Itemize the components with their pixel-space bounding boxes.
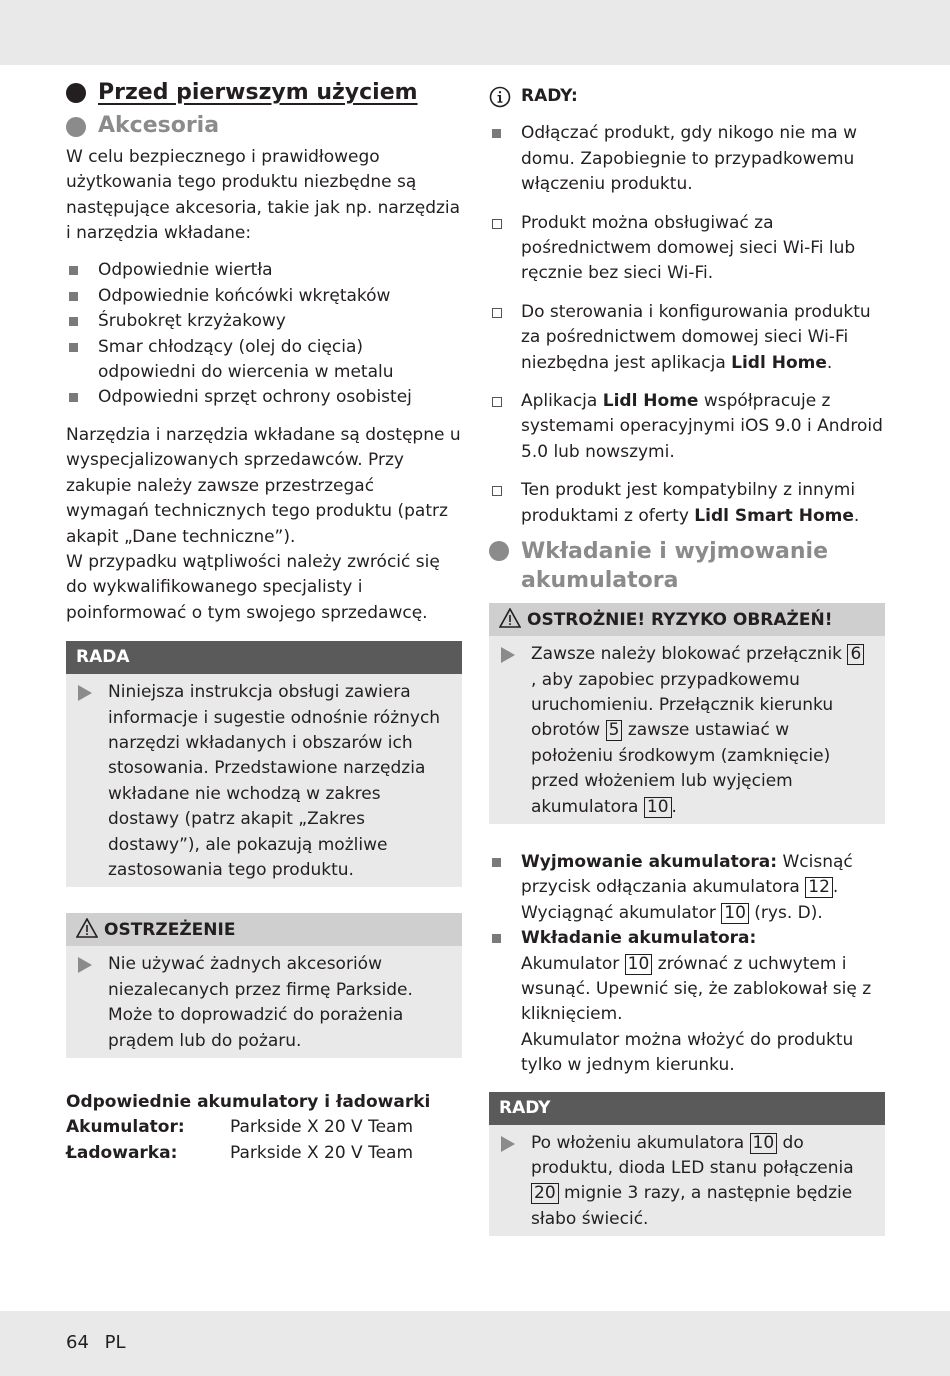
tip-item: Po włożeniu akumulatora 10 do produktu, dioda LED stanu połączenia 20 mignie 3 razy, a następnie będzie słabo świecić.	[499, 1131, 865, 1233]
arrow-right-icon	[78, 957, 92, 973]
warning-box-title: OSTRZEŻENIE	[66, 913, 462, 946]
info-icon	[489, 86, 511, 108]
intro-paragraph: W celu bezpiecznego i prawidłowego użytkowania tego produktu niezbędne są następujące akcesoria, takie jak np. narzędzia i narzędzia wkładane:	[66, 146, 461, 244]
square-bullet-icon	[492, 934, 501, 943]
reference-number: 10	[644, 797, 672, 818]
square-bullet-icon	[492, 129, 501, 138]
subsection-heading	[489, 537, 885, 595]
specs-table	[66, 1115, 413, 1166]
list-item: Śrubokręt krzyżakowy	[66, 309, 462, 334]
tips-heading: RADY:	[489, 84, 885, 109]
paragraph: W przypadku wątpliwości należy zwrócić się do wykwalifikowanego specjalisty i poinformować o tym swojego sprzedawcę.	[66, 551, 440, 623]
bullet-dot-icon	[66, 83, 86, 103]
subheading-text: Akcesoria	[98, 113, 220, 139]
warning-item: Nie używać żadnych akcesoriów niezalecanych przez firmę Parkside. Może to doprowadzić do porażenia prądem lub do pożaru.	[76, 952, 442, 1054]
footer-band	[0, 1311, 950, 1376]
square-bullet-icon	[69, 343, 78, 352]
checkbox-square-icon	[492, 486, 502, 496]
specs-title: Odpowiednie akumulatory i ładowarki	[66, 1092, 431, 1112]
square-bullet-icon	[69, 393, 78, 402]
arrow-right-icon	[78, 685, 92, 701]
square-bullet-icon	[69, 266, 78, 275]
reference-number: 6	[847, 644, 864, 665]
square-bullet-icon	[69, 317, 78, 326]
tips-list	[489, 121, 885, 197]
subheading-text: Wkładanie i wyjmowanie akumulatora	[521, 539, 829, 594]
warning-triangle-icon	[76, 918, 98, 938]
section-heading	[66, 80, 462, 105]
list-item: Produkt można obsługiwać za pośrednictwem domowej sieci Wi-Fi lub ręcznie bez sieci Wi-Fi.	[489, 211, 885, 287]
list-item: Wkładanie akumulatora: Akumulator 10 zrównać z uchwytem i wsunąć. Upewnić się, że zablokował się z kliknięciem. Akumulator można włożyć do produktu tylko w jednym kierunku.	[489, 926, 885, 1078]
reference-number: 12	[805, 877, 833, 898]
list-item: Odpowiednie wiertła	[66, 258, 462, 283]
list-item: Do sterowania i konfigurowania produktu za pośrednictwem domowej sieci Wi-Fi niezbędna jest aplikacja Lidl Home.	[489, 300, 885, 376]
left-column	[66, 80, 462, 1166]
reference-number: 10	[625, 954, 653, 975]
list-item: Odpowiednie końcówki wkrętaków	[66, 284, 462, 309]
square-bullet-icon	[492, 858, 501, 867]
caution-item: Zawsze należy blokować przełącznik 6, aby zapobiec przypadkowemu uruchomieniu. Przełącznik kierunku obrotów 5 zawsze ustawiać w położeniu środkowym (zamknięcie) przed włożeniem lub wyjęciem akumulatora 10 .	[499, 642, 865, 820]
tip-box-title: RADA	[66, 641, 462, 674]
heading-text: Przed pierwszym użyciem	[98, 80, 418, 105]
bullet-dot-icon	[489, 541, 509, 561]
checkbox-square-icon	[492, 219, 502, 229]
list-item: Aplikacja Lidl Home współpracuje z systemami operacyjnymi iOS 9.0 i Android 5.0 lub nowszymi.	[489, 389, 885, 465]
tips-list-hollow	[489, 211, 885, 529]
list-item: Ten produkt jest kompatybilny z innymi produktami z oferty Lidl Smart Home.	[489, 478, 885, 529]
list-item: Wyjmowanie akumulatora: Wcisnąć przycisk odłączania akumulatora 12 . Wyciągnąć akumulator 10 (rys. D).	[489, 850, 885, 926]
caution-box-title: OSTROŻNIE! RYZYKO OBRAŻEŃ!	[489, 603, 885, 636]
tips-box-title: RADY	[489, 1092, 885, 1125]
right-column	[489, 80, 885, 1236]
table-row: Akumulator: Parkside X 20 V Team	[66, 1117, 414, 1138]
warning-box	[66, 913, 462, 1058]
table-row: Ładowarka: Parkside X 20 V Team	[66, 1142, 414, 1163]
accessories-list	[66, 258, 462, 410]
tips-box	[489, 1092, 885, 1237]
reference-number: 10	[750, 1133, 778, 1154]
arrow-right-icon	[501, 647, 515, 663]
warning-triangle-icon	[499, 608, 521, 628]
bullet-dot-icon	[66, 117, 86, 137]
reference-number: 10	[721, 903, 749, 924]
tip-box	[66, 641, 462, 887]
list-item: Odłączać produkt, gdy nikogo nie ma w domu. Zapobiegnie to przypadkowemu włączeniu produktu.	[489, 121, 885, 197]
reference-number: 20	[531, 1183, 559, 1204]
reference-number: 5	[606, 720, 623, 741]
checkbox-square-icon	[492, 397, 502, 407]
battery-steps-list	[489, 850, 885, 1079]
checkbox-square-icon	[492, 308, 502, 318]
paragraph: Narzędzia i narzędzia wkładane są dostępne u wyspecjalizowanych sprzedawców. Przy zakupie należy zawsze przestrzegać wymagań technicznych tego produktu (patrz akapit „Dane techniczne”).	[66, 424, 461, 547]
subsection-heading	[66, 113, 462, 138]
header-band	[0, 0, 950, 65]
page-footer	[66, 1332, 136, 1353]
tip-item: Niniejsza instrukcja obsługi zawiera informacje i sugestie odnośnie różnych narzędzi wkładanych i obszarów ich stosowania. Przedstawione narzędzia wkładane nie wchodzą w zakres dostawy (patrz akapit „Zakres dostawy”), ale pokazują możliwe zastosowania tego produktu.	[76, 680, 442, 883]
page-number: 64	[66, 1332, 89, 1353]
caution-box	[489, 603, 885, 824]
list-item: Odpowiedni sprzęt ochrony osobistej	[66, 385, 462, 410]
square-bullet-icon	[69, 292, 78, 301]
list-item: Smar chłodzący (olej do cięcia) odpowiedni do wiercenia w metalu	[66, 335, 462, 386]
arrow-right-icon	[501, 1136, 515, 1152]
language-code: PL	[104, 1332, 126, 1353]
